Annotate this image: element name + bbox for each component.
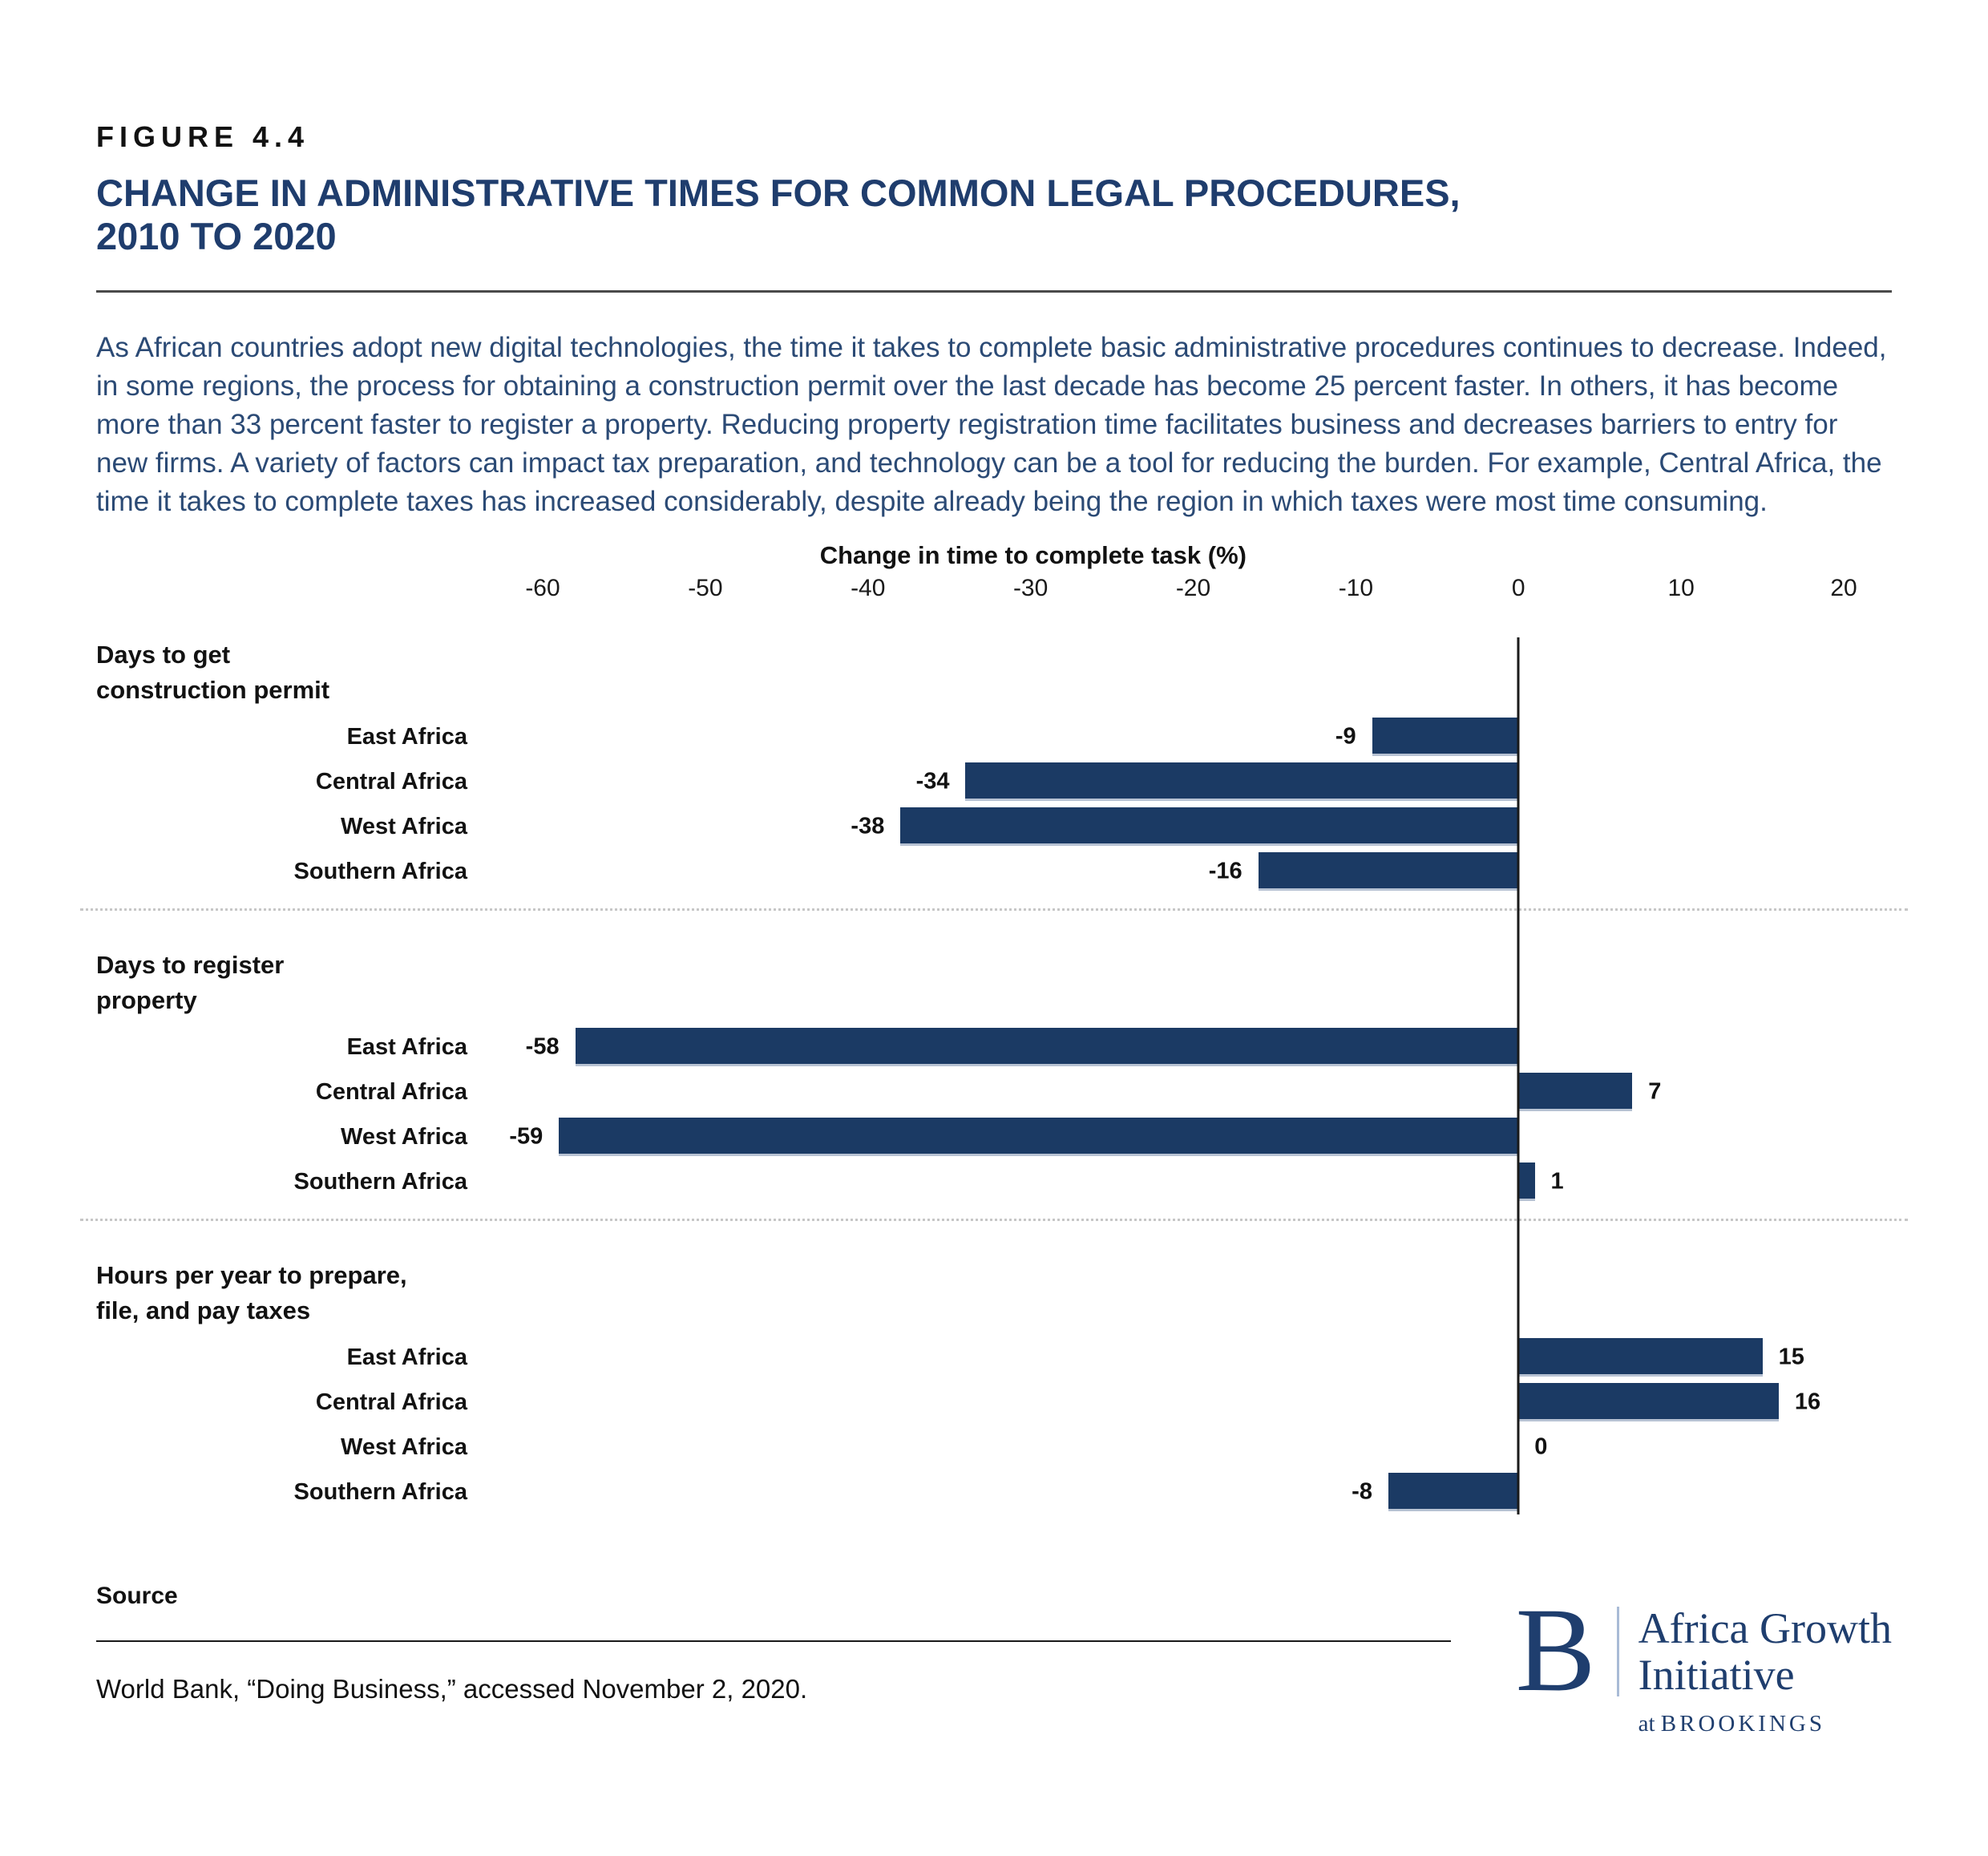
value-label: -9 — [1335, 723, 1356, 750]
source-divider — [96, 1640, 1451, 1642]
row-label: East Africa — [346, 723, 467, 750]
bar-row — [96, 1025, 1892, 1070]
bar-row — [96, 1470, 1892, 1514]
group-separator — [80, 908, 1908, 911]
row-label: Central Africa — [315, 1389, 467, 1415]
axis-title: Change in time to complete task (%) — [819, 541, 1247, 569]
axis-tick: 20 — [1830, 575, 1857, 601]
value-label: 7 — [1648, 1078, 1662, 1105]
figure-title — [96, 172, 1892, 258]
row-plot — [543, 1335, 1844, 1380]
source-citation: World Bank, “Doing Business,” accessed November 2, 2020. — [96, 1674, 808, 1704]
value-label: 15 — [1778, 1344, 1804, 1370]
bar — [1518, 1383, 1779, 1421]
axis-header — [525, 541, 1857, 605]
bar-row — [96, 1335, 1892, 1380]
row-plot — [543, 1380, 1844, 1425]
bar-row — [96, 1425, 1892, 1470]
row-label: Southern Africa — [293, 1168, 467, 1195]
axis-tick: -60 — [525, 575, 560, 601]
value-label: -58 — [525, 1033, 560, 1060]
axis-tick: -10 — [1338, 575, 1374, 601]
value-label: -8 — [1352, 1478, 1372, 1505]
bar-row — [96, 804, 1892, 849]
title-divider — [96, 290, 1892, 293]
logo-tagline-org: BROOKINGS — [1660, 1711, 1825, 1737]
row-plot — [543, 1159, 1844, 1204]
row-plot — [509, 1114, 1844, 1159]
bar — [1518, 1338, 1762, 1377]
row-plot — [543, 849, 1844, 894]
figure-title-line-2: 2010 TO 2020 — [96, 215, 337, 257]
axis-tick: -20 — [1175, 575, 1211, 601]
group-title-line: property — [96, 986, 197, 1014]
bar — [965, 762, 1518, 801]
bar-row — [96, 1380, 1892, 1425]
row-plot — [543, 1070, 1844, 1114]
value-label: 1 — [1550, 1168, 1564, 1195]
group-title-line: Days to register — [96, 951, 285, 979]
figure-description: As African countries adopt new digital technologies, the time it takes to complete basic administrative procedures continues to decrease. Indeed, in some regions, the process for obtaining a construction permit over the last decade has become 25 percent faster. In others, it has become more than 33 percent faster to register a property. Reducing property registration time facilitates business and decreases barriers to entry for new firms. A variety of factors can impact tax preparation, and technology can be a tool for reducing the burden. For example, Central Africa, the time it takes to complete taxes has increased considerably, despite already being the region in which taxes were most time consuming. — [96, 332, 1887, 517]
bar — [900, 807, 1518, 846]
bar-row — [96, 1070, 1892, 1114]
row-plot — [543, 804, 1844, 849]
row-plot — [543, 1470, 1844, 1514]
bar-row — [96, 1159, 1892, 1204]
bar-row — [96, 849, 1892, 894]
source-block — [96, 1583, 1451, 1704]
bar-row — [96, 759, 1892, 804]
bar — [1259, 852, 1519, 891]
row-label: Southern Africa — [293, 1478, 467, 1505]
row-label: Central Africa — [315, 768, 467, 795]
row-plot — [543, 714, 1844, 759]
value-label: -38 — [851, 813, 885, 839]
chart-group — [96, 948, 1892, 1204]
row-plot — [543, 759, 1844, 804]
figure-title-line-1: CHANGE IN ADMINISTRATIVE TIMES FOR COMMON LEGAL PROCEDURES, — [96, 172, 1461, 214]
logo-tagline-prefix: at — [1638, 1711, 1655, 1737]
row-label: West Africa — [341, 1433, 467, 1460]
axis-tick: -50 — [688, 575, 723, 601]
logo-text — [1638, 1605, 1892, 1737]
value-label: -16 — [1208, 858, 1242, 884]
value-label: 16 — [1794, 1389, 1821, 1415]
logo-name-line-1: Africa Growth — [1638, 1604, 1892, 1652]
row-label: West Africa — [341, 1123, 467, 1150]
bar — [1388, 1473, 1518, 1511]
footer — [96, 1583, 1892, 1737]
value-label: 0 — [1534, 1433, 1548, 1460]
chart-group — [96, 1258, 1892, 1514]
chart-body — [96, 637, 1892, 1514]
figure-label: FIGURE 4.4 — [96, 120, 310, 153]
group-title-line: construction permit — [96, 676, 330, 704]
row-plot — [525, 1025, 1844, 1070]
bar — [559, 1118, 1518, 1156]
logo-divider — [1617, 1607, 1619, 1696]
bar — [576, 1028, 1519, 1066]
logo-tagline — [1638, 1711, 1892, 1737]
axis-ticks — [525, 575, 1857, 605]
axis-tick: -30 — [1012, 575, 1049, 601]
row-label: East Africa — [346, 1344, 467, 1370]
bar — [1518, 1163, 1534, 1201]
value-label: -34 — [915, 768, 950, 795]
value-label: -59 — [509, 1123, 543, 1150]
axis-tick: 10 — [1667, 575, 1695, 601]
bar-row — [96, 1114, 1892, 1159]
bar — [1518, 1073, 1632, 1111]
axis-tick: 0 — [1511, 575, 1525, 601]
group-title — [96, 637, 1892, 708]
group-title-line: Days to get — [96, 641, 231, 669]
logo-name — [1638, 1605, 1892, 1698]
brookings-logo — [1515, 1583, 1892, 1737]
source-heading: Source — [96, 1583, 178, 1609]
group-title — [96, 948, 1892, 1018]
logo-monogram: B — [1515, 1583, 1596, 1716]
row-label: East Africa — [346, 1033, 467, 1060]
group-title-line: Hours per year to prepare, — [96, 1261, 407, 1289]
row-label: Central Africa — [315, 1078, 467, 1105]
row-label: West Africa — [341, 813, 467, 839]
group-title-line: file, and pay taxes — [96, 1296, 311, 1324]
chart — [96, 541, 1892, 1514]
row-plot — [543, 1425, 1844, 1470]
group-separator — [80, 1219, 1908, 1221]
axis-tick: -40 — [851, 575, 886, 601]
group-title — [96, 1258, 1892, 1328]
bar-row — [96, 714, 1892, 759]
bar — [1372, 718, 1519, 756]
logo-name-line-2: Initiative — [1638, 1651, 1795, 1699]
row-label: Southern Africa — [293, 858, 467, 884]
chart-group — [96, 637, 1892, 894]
